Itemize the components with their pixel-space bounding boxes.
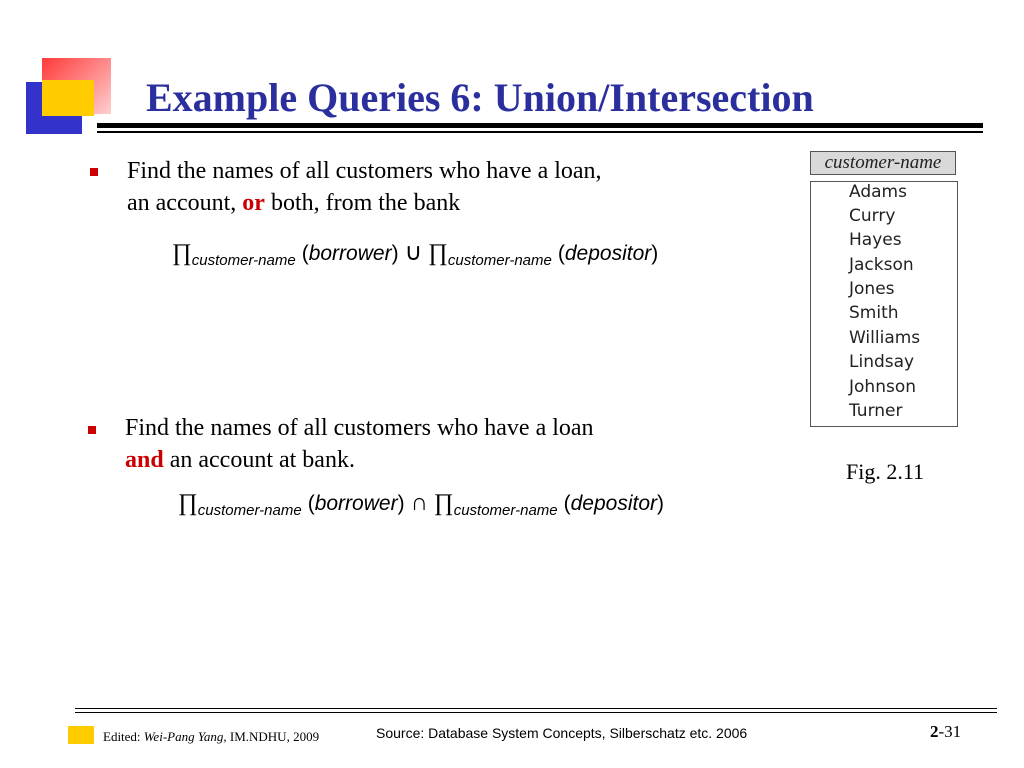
page-number <box>930 722 961 742</box>
table-row: Smith <box>849 303 899 323</box>
title-rule-thick <box>97 123 983 128</box>
close-paren: ) <box>397 492 405 515</box>
text-segment: an account, <box>127 190 243 216</box>
bullet-line: Find the names of all customers who have a loan <box>125 415 594 441</box>
figure-caption: Fig. 2.11 <box>846 459 925 484</box>
footer-rule <box>75 708 997 709</box>
intersection-formula <box>178 490 664 517</box>
bullet-line <box>127 187 602 219</box>
footer-source: Source: Database System Concepts, Silberschatz etc. 2006 <box>376 725 748 741</box>
logo-yellow-square <box>42 80 94 116</box>
text-segment: an account at bank. <box>163 447 355 473</box>
bullet-text-intersection <box>125 412 594 476</box>
open-paren: ( <box>563 492 571 515</box>
bullet-line <box>125 444 594 476</box>
bullet-marker <box>90 168 98 176</box>
bullet-text-union <box>127 155 602 219</box>
projection-subscript: customer-name <box>191 252 296 269</box>
bullet-line: Find the names of all customers who have a loan, <box>127 158 602 184</box>
text-segment: both, from the bank <box>264 190 461 216</box>
relation-depositor: depositor <box>570 492 658 515</box>
projection-subscript: customer-name <box>453 502 558 519</box>
close-paren: ) <box>657 492 665 515</box>
keyword-and: and <box>125 447 164 473</box>
footer-rule <box>75 712 997 713</box>
footer-edited <box>103 729 319 745</box>
table-row: Adams <box>849 182 907 202</box>
bullet-marker <box>88 426 96 434</box>
keyword-or: or <box>242 190 265 216</box>
projection-symbol: ∏ <box>433 490 454 516</box>
editor-name: Wei-Pang Yang, <box>143 729 227 744</box>
table-row: Jackson <box>849 255 914 275</box>
intersection-operator: ∩ <box>410 490 428 516</box>
table-header: customer-name <box>810 151 956 175</box>
table-row: Jones <box>849 279 895 299</box>
edited-label: Edited: <box>103 729 144 744</box>
projection-symbol: ∏ <box>178 490 198 516</box>
slide-number: -31 <box>938 722 962 741</box>
table-row: Williams <box>849 328 921 348</box>
projection-symbol: ∏ <box>172 240 192 266</box>
relation-borrower: borrower <box>314 492 398 515</box>
org-year: IM.NDHU, 2009 <box>226 729 320 744</box>
title-rule-thin <box>97 131 983 133</box>
close-paren: ) <box>391 242 399 265</box>
projection-subscript: customer-name <box>447 252 552 269</box>
close-paren: ) <box>651 242 659 265</box>
open-paren: ( <box>307 492 315 515</box>
footer-yellow-square <box>68 726 94 744</box>
table-row: Johnson <box>849 377 916 397</box>
relation-depositor: depositor <box>564 242 652 265</box>
table-row: Curry <box>849 206 896 226</box>
open-paren: ( <box>301 242 309 265</box>
chapter-number: 2 <box>930 722 939 741</box>
union-operator: ∪ <box>404 240 423 266</box>
projection-symbol: ∏ <box>428 240 448 266</box>
customer-name-table <box>810 181 958 427</box>
table-row: Lindsay <box>849 352 915 372</box>
relation-borrower: borrower <box>308 242 392 265</box>
projection-subscript: customer-name <box>197 502 302 519</box>
table-row: Turner <box>849 401 903 421</box>
slide-title: Example Queries 6: Union/Intersection <box>146 75 814 120</box>
table-row: Hayes <box>849 230 902 250</box>
open-paren: ( <box>557 242 565 265</box>
union-formula <box>172 238 658 267</box>
